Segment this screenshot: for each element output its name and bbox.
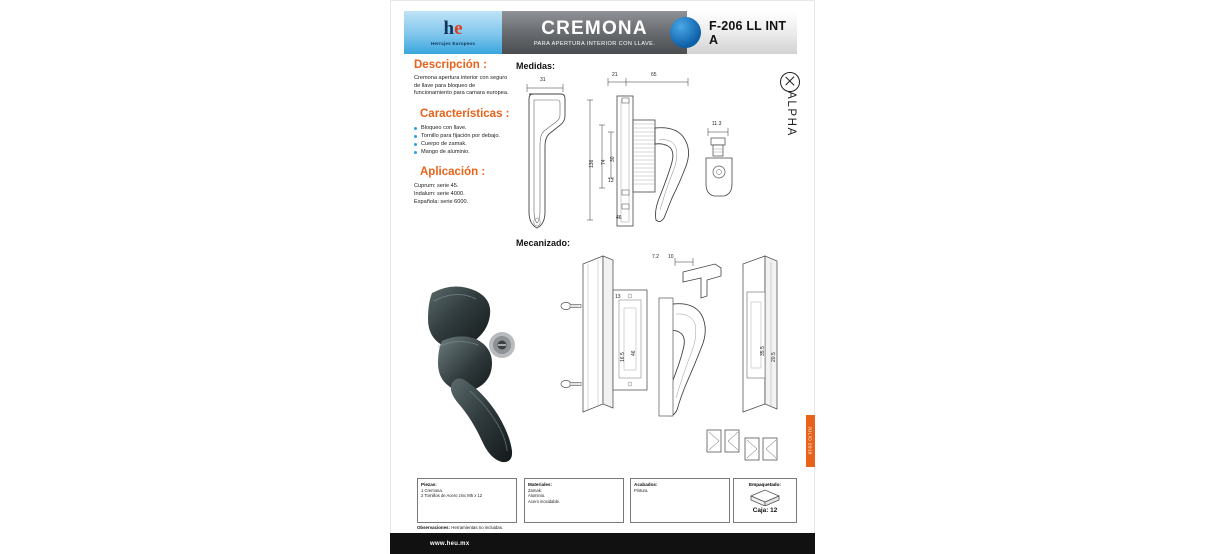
list-item: Tornillo para fijación por debajo. <box>414 132 514 140</box>
date-side-tab-label: JULIO 2018 <box>807 426 813 455</box>
mecanizado-drawings <box>575 252 795 472</box>
screw-icon-bottom <box>560 378 582 390</box>
dim-height-mid: 74 <box>601 159 607 165</box>
observaciones <box>417 525 503 530</box>
medidas-heading: Medidas: <box>516 61 556 71</box>
table-header: Acabados: <box>634 482 658 487</box>
dim-height-small: 30 <box>610 156 616 162</box>
mecanizado-heading: Mecanizado: <box>516 238 571 248</box>
table-row: Acero inoxidable. <box>528 498 561 504</box>
logo-mark: he <box>443 18 463 39</box>
knob-detail-drawing <box>700 118 750 210</box>
dim-height-total: 136 <box>589 159 595 168</box>
page-subtitle: PARA APERTURA INTERIOR CON LLAVE. <box>533 40 656 47</box>
dim-front-width: 31 <box>540 77 546 83</box>
product-code: F-206 LL INT A <box>709 18 787 47</box>
table-header: Empaquetado: <box>749 482 781 487</box>
descripcion-text: Cremona apertura interior con seguro de llave para bloqueo de funcionamiento para camara europea. <box>414 75 509 97</box>
dim-mech-thickness: 7.2 <box>652 254 659 260</box>
table-row: Pintura. <box>634 488 649 493</box>
list-item: Española: serie 6000. <box>414 198 469 205</box>
dim-mech-depth: 10 <box>668 254 674 260</box>
observaciones-label: Observaciones: <box>417 525 450 530</box>
list-item: Cuprum: serie 45. <box>414 182 459 189</box>
dim-mech-b: 16.5 <box>620 352 626 362</box>
logo-subtitle: Herrajes Europeos <box>430 41 476 46</box>
dim-small-13: 13 <box>608 178 614 184</box>
logo-letter-e: e <box>454 18 463 39</box>
dim-mech-c: 46 <box>631 350 637 356</box>
table-empacado <box>733 478 797 523</box>
list-item: Bloqueo con llave. <box>414 124 514 132</box>
table-header: Piezas: <box>421 482 437 487</box>
dim-height-bottom: 46 <box>616 215 622 221</box>
aplicacion-heading: Aplicación : <box>420 165 486 178</box>
header-code-block <box>687 11 797 54</box>
dim-mech-e: 20.5 <box>771 352 777 362</box>
aplicacion-list <box>414 182 514 206</box>
info-column <box>414 59 514 206</box>
caracteristicas-heading: Características : <box>420 107 510 120</box>
footer-bar <box>390 533 815 554</box>
dim-knob-width: 11.3 <box>712 121 722 127</box>
table-materiales <box>524 478 624 523</box>
footer-website: www.heu.mx <box>430 540 470 547</box>
blue-circle-icon <box>670 17 701 48</box>
alpha-brand-label: ALPHA <box>785 91 797 137</box>
page-title: CREMONA <box>541 17 648 39</box>
descripcion-heading: Descripción : <box>414 59 487 71</box>
box-icon <box>747 488 783 506</box>
dim-top-right: 65 <box>651 72 657 78</box>
company-logo <box>404 11 502 54</box>
table-row: Zamak. <box>528 488 542 493</box>
dim-mech-d: 35.5 <box>760 346 766 356</box>
caja-count: Caja: 12 <box>752 507 778 514</box>
observaciones-text: Herramientas no incluidas. <box>451 525 504 530</box>
table-row: 2 Tornillos de Acero zinc M5 x 12 <box>421 493 483 499</box>
table-header: Materiales: <box>528 482 553 487</box>
list-item: Mango de aluminio. <box>414 148 514 156</box>
table-row: 1 Cremona. <box>421 488 443 493</box>
date-side-tab <box>806 415 815 467</box>
product-render <box>414 275 569 465</box>
alpha-brand <box>778 72 804 152</box>
list-item: Indalum: serie 4000. <box>414 190 465 197</box>
dim-mech-a: 13 <box>615 294 621 300</box>
screw-icon-top <box>560 300 582 312</box>
dim-top-left: 21 <box>612 72 618 78</box>
table-piezas <box>417 478 517 523</box>
caracteristicas-list <box>414 124 514 156</box>
header-title-block <box>502 11 687 54</box>
header-band <box>404 11 797 54</box>
table-row: Aluminio. <box>528 493 546 499</box>
list-item: Cuerpo de zamak. <box>414 140 514 148</box>
side-view-drawing <box>580 70 710 240</box>
table-acabados <box>630 478 730 523</box>
front-view-drawing <box>515 72 585 242</box>
